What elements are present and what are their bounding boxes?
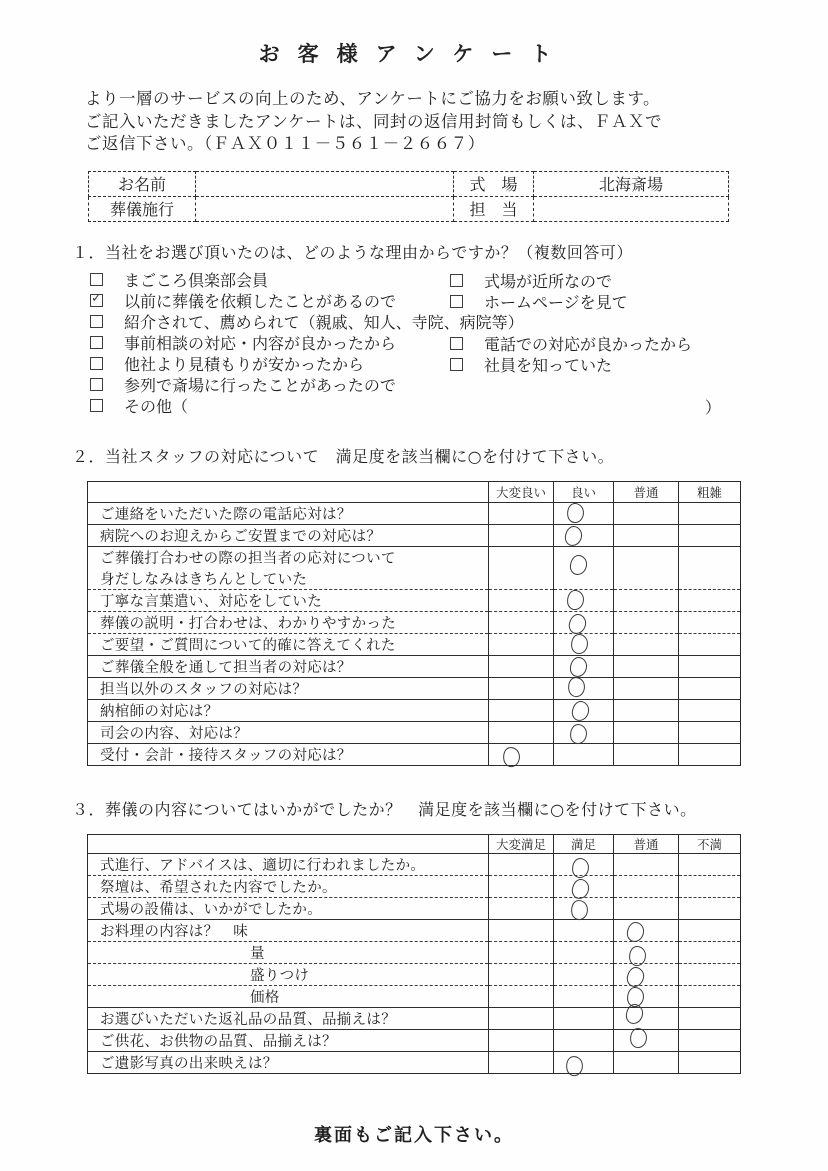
q1-option-attended-before — [90, 374, 828, 395]
satisfaction-circle — [629, 1027, 648, 1049]
checkbox[interactable] — [450, 358, 463, 371]
rating-cell[interactable] — [489, 898, 554, 920]
rating-cell[interactable] — [679, 633, 741, 655]
other-close-paren: ） — [705, 397, 722, 417]
rating-cell[interactable] — [489, 546, 554, 589]
name-label: お名前 — [89, 171, 196, 196]
q2-heading: ２．当社スタッフの対応について 満足度を該当欄に○を付けて下さい。 — [72, 446, 615, 466]
rating-cell[interactable] — [614, 876, 679, 898]
option-label: まごころ倶楽部会員 — [124, 270, 269, 290]
rating-cell[interactable] — [554, 1030, 614, 1052]
rating-cell[interactable] — [614, 546, 679, 589]
rating-cell[interactable] — [614, 1052, 679, 1074]
rating-cell[interactable] — [614, 1008, 679, 1030]
q1-heading: １．当社をお選び頂いたのは、どのような理由からですか？（複数回答可） — [72, 242, 633, 262]
rating-cell[interactable] — [489, 633, 554, 655]
rating-cell[interactable] — [614, 699, 679, 721]
q1-option-phone-response — [450, 332, 692, 355]
intro-text — [85, 88, 828, 156]
rating-cell[interactable] — [489, 743, 554, 765]
question-column-header — [88, 834, 489, 854]
satisfaction-circle — [569, 656, 587, 677]
rating-cell[interactable] — [614, 589, 679, 611]
rating-cell[interactable] — [554, 920, 614, 942]
q3-heading: ３．葬儀の内容についてはいかがでしたか？ 満足度を該当欄に○を付けて下さい。 — [72, 799, 697, 819]
rating-cell[interactable] — [554, 876, 614, 898]
satisfaction-circle — [501, 745, 522, 768]
question-column-header — [88, 481, 489, 502]
table-row: お選びいただいた返礼品の品質、品揃えは？ — [88, 1008, 741, 1030]
form-title: お客様アンケート — [258, 42, 570, 66]
checkbox[interactable] — [90, 336, 103, 349]
rating-cell[interactable] — [554, 964, 614, 986]
intro-line-3: ご返信下さい。（ＦＡＸ０１１－５６１－２６６７） — [85, 134, 485, 153]
satisfaction-circle — [566, 676, 586, 699]
table-row: 祭壇は、希望された内容でしたか。 — [88, 876, 741, 898]
rating-cell[interactable] — [489, 1052, 554, 1074]
rating-cell[interactable] — [489, 502, 554, 524]
rating-cell[interactable] — [614, 743, 679, 765]
rating-cell[interactable] — [679, 502, 741, 524]
table-row: 司会の内容、対応は？ — [88, 721, 741, 743]
rating-cell[interactable] — [554, 699, 614, 721]
staff-value — [534, 196, 729, 221]
rating-cell[interactable] — [614, 502, 679, 524]
rating-cell[interactable] — [679, 964, 741, 986]
respondent-info-table — [88, 171, 729, 222]
rating-header-good: 良い — [554, 481, 614, 502]
table-row: ご葬儀全般を通して担当者の対応は？ — [88, 655, 741, 677]
rating-cell[interactable] — [679, 699, 741, 721]
rating-cell[interactable] — [679, 546, 741, 589]
rating-cell[interactable] — [679, 986, 741, 1008]
rating-cell[interactable] — [679, 898, 741, 920]
rating-cell[interactable] — [489, 721, 554, 743]
satisfaction-circle — [569, 898, 589, 920]
table-row: 病院へのお迎えからご安置までの対応は？ — [88, 524, 741, 546]
q1-option-venue-nearby — [450, 269, 612, 292]
rating-cell[interactable] — [554, 677, 614, 699]
option-label: 紹介されて、薦められて（親戚、知人、寺院、病院等） — [124, 312, 524, 332]
table-row: 盛りつけ — [88, 964, 741, 986]
rating-cell[interactable] — [679, 1008, 741, 1030]
checkbox-checked[interactable] — [90, 294, 103, 307]
rating-cell[interactable] — [554, 633, 614, 655]
option-label: その他（ — [124, 396, 189, 416]
table-row: 式場の設備は、いかがでしたか。 — [88, 898, 741, 920]
rating-cell[interactable] — [679, 942, 741, 964]
checkbox[interactable] — [90, 315, 103, 328]
rating-cell[interactable] — [554, 942, 614, 964]
rating-cell[interactable] — [489, 876, 554, 898]
rating-cell[interactable] — [489, 524, 554, 546]
rating-cell[interactable] — [614, 677, 679, 699]
table-row: 葬儀の説明・打合わせは、わかりやすかった — [88, 611, 741, 633]
venue-value: 北海斎場 — [534, 171, 729, 196]
funeral-date-label: 葬儀施行 — [89, 196, 196, 221]
checkbox[interactable] — [450, 295, 463, 308]
rating-cell[interactable] — [614, 1030, 679, 1052]
intro-line-2: ご記入いただきましたアンケートは、同封の返信用封筒もしくは、ＦＡＸで — [85, 111, 663, 131]
venue-label: 式 場 — [454, 171, 534, 196]
rating-cell[interactable] — [614, 942, 679, 964]
table-row — [88, 546, 741, 589]
satisfaction-circle — [571, 878, 590, 900]
info-row-1 — [89, 171, 729, 196]
satisfaction-circle — [564, 525, 583, 546]
rating-cell[interactable] — [679, 876, 741, 898]
q2-staff-rating-table — [87, 481, 741, 766]
rating-cell[interactable] — [489, 1030, 554, 1052]
checkbox[interactable] — [90, 378, 103, 391]
table-row: 量 — [88, 942, 741, 964]
rating-cell[interactable] — [614, 524, 679, 546]
q1-options — [90, 269, 828, 417]
option-label: 事前相談の対応・内容が良かったから — [124, 333, 397, 353]
rating-cell[interactable] — [554, 854, 614, 876]
rating-cell[interactable] — [679, 1052, 741, 1074]
table-row: お料理の内容は？ 味 — [88, 920, 741, 942]
rating-cell[interactable] — [554, 986, 614, 1008]
table-row: ご遺影写真の出来映えは？ — [88, 1052, 741, 1074]
rating-cell[interactable] — [614, 898, 679, 920]
rating-cell[interactable] — [614, 986, 679, 1008]
rating-cell[interactable] — [614, 920, 679, 942]
rating-cell[interactable] — [614, 633, 679, 655]
rating-cell[interactable] — [679, 589, 741, 611]
option-label: 式場が近所なので — [484, 271, 613, 291]
satisfaction-circle — [571, 700, 590, 722]
footer-note: 裏面もご記入下さい。 — [314, 1125, 514, 1146]
satisfaction-circle — [626, 966, 645, 988]
table-row: 納棺師の対応は？ — [88, 699, 741, 721]
rating-cell[interactable] — [554, 655, 614, 677]
rating-cell[interactable] — [679, 920, 741, 942]
table-row: 式進行、アドバイスは、適切に行われましたか。 — [88, 854, 741, 876]
rating-header-satisfied: 満足 — [554, 834, 614, 854]
rating-cell[interactable] — [489, 986, 554, 1008]
rating-cell[interactable] — [489, 699, 554, 721]
rating-cell[interactable] — [489, 964, 554, 986]
rating-cell[interactable] — [614, 655, 679, 677]
satisfaction-circle — [570, 633, 589, 655]
rating-cell[interactable] — [614, 854, 679, 876]
rating-cell[interactable] — [554, 721, 614, 743]
option-label: 社員を知っていた — [484, 355, 613, 375]
q1-option-website — [450, 290, 628, 313]
satisfaction-circle — [567, 613, 587, 635]
q1-option-knew-employee — [450, 353, 612, 376]
rating-cell[interactable] — [489, 589, 554, 611]
rating-cell[interactable] — [489, 942, 554, 964]
question-line-1: ご葬儀打合わせの際の担当者の応対について — [100, 550, 396, 567]
funeral-date-field[interactable] — [196, 196, 454, 221]
rating-header-very-satisfied: 大変満足 — [489, 834, 554, 854]
table-row: 価格 — [88, 986, 741, 1008]
rating-cell[interactable] — [554, 1008, 614, 1030]
satisfaction-circle — [569, 554, 587, 575]
info-row-2 — [89, 196, 729, 221]
table-row: 丁寧な言葉遣い、対応をしていた — [88, 589, 741, 611]
question-line-2: 身だしなみはきちんとしていた — [100, 571, 308, 588]
option-label: ホームページを見て — [484, 292, 628, 312]
option-label: 参列で斎場に行ったことがあったので — [124, 375, 396, 395]
rating-cell[interactable] — [679, 611, 741, 633]
rating-cell[interactable] — [554, 524, 614, 546]
table-row: 受付・会計・接待スタッフの対応は？ — [88, 743, 741, 765]
checkbox[interactable] — [450, 274, 463, 287]
checkbox[interactable] — [90, 273, 103, 286]
rating-cell[interactable] — [489, 854, 554, 876]
checkbox[interactable] — [450, 337, 463, 350]
rating-cell[interactable] — [614, 964, 679, 986]
rating-cell[interactable] — [554, 589, 614, 611]
rating-cell[interactable] — [554, 546, 614, 589]
satisfaction-circle — [566, 589, 584, 610]
rating-header-dissatisfied: 不満 — [679, 834, 741, 854]
rating-cell[interactable] — [679, 854, 741, 876]
q2-header-row — [88, 481, 741, 502]
rating-cell[interactable] — [679, 721, 741, 743]
table-row: ご供花、お供物の品質、品揃えは？ — [88, 1030, 741, 1052]
name-field[interactable] — [196, 171, 454, 196]
rating-cell[interactable] — [554, 898, 614, 920]
satisfaction-circle — [569, 723, 588, 744]
checkbox[interactable] — [90, 357, 103, 370]
table-row: ご要望・ご質問について的確に答えてくれた — [88, 633, 741, 655]
rating-cell[interactable] — [554, 502, 614, 524]
rating-cell[interactable] — [489, 677, 554, 699]
rating-cell[interactable] — [489, 1008, 554, 1030]
satisfaction-circle — [626, 921, 644, 942]
satisfaction-circle — [565, 502, 585, 524]
rating-cell[interactable] — [679, 743, 741, 765]
option-label: 以前に葬儀を依頼したことがあるので — [124, 291, 397, 311]
rating-cell[interactable] — [554, 743, 614, 765]
q1-option-referral — [90, 311, 828, 332]
rating-cell[interactable] — [679, 524, 741, 546]
checkbox[interactable] — [90, 399, 103, 412]
satisfaction-circle — [564, 1054, 585, 1077]
rating-cell[interactable] — [614, 611, 679, 633]
rating-cell[interactable] — [679, 1030, 741, 1052]
rating-header-poor: 粗雑 — [679, 481, 741, 502]
staff-label: 担 当 — [454, 196, 534, 221]
rating-cell[interactable] — [489, 655, 554, 677]
table-row: 担当以外のスタッフの対応は？ — [88, 677, 741, 699]
rating-header-normal: 普通 — [614, 834, 679, 854]
rating-cell[interactable] — [554, 611, 614, 633]
option-label: 電話での対応が良かったから — [484, 334, 693, 354]
intro-line-1: より一層のサービスの向上のため、アンケートにご協力をお願い致します。 — [85, 89, 661, 108]
table-row: ご連絡をいただいた際の電話応対は？ — [88, 502, 741, 524]
rating-cell[interactable] — [679, 677, 741, 699]
option-label: 他社より見積もりが安かったから — [124, 354, 365, 374]
rating-cell[interactable] — [614, 721, 679, 743]
q3-content-rating-table — [87, 834, 741, 1075]
rating-cell[interactable] — [489, 611, 554, 633]
rating-cell[interactable] — [679, 655, 741, 677]
rating-cell[interactable] — [489, 920, 554, 942]
rating-header-excellent: 大変良い — [489, 481, 554, 502]
rating-header-normal: 普通 — [614, 481, 679, 502]
rating-cell[interactable] — [554, 1052, 614, 1074]
q3-header-row — [88, 834, 741, 854]
